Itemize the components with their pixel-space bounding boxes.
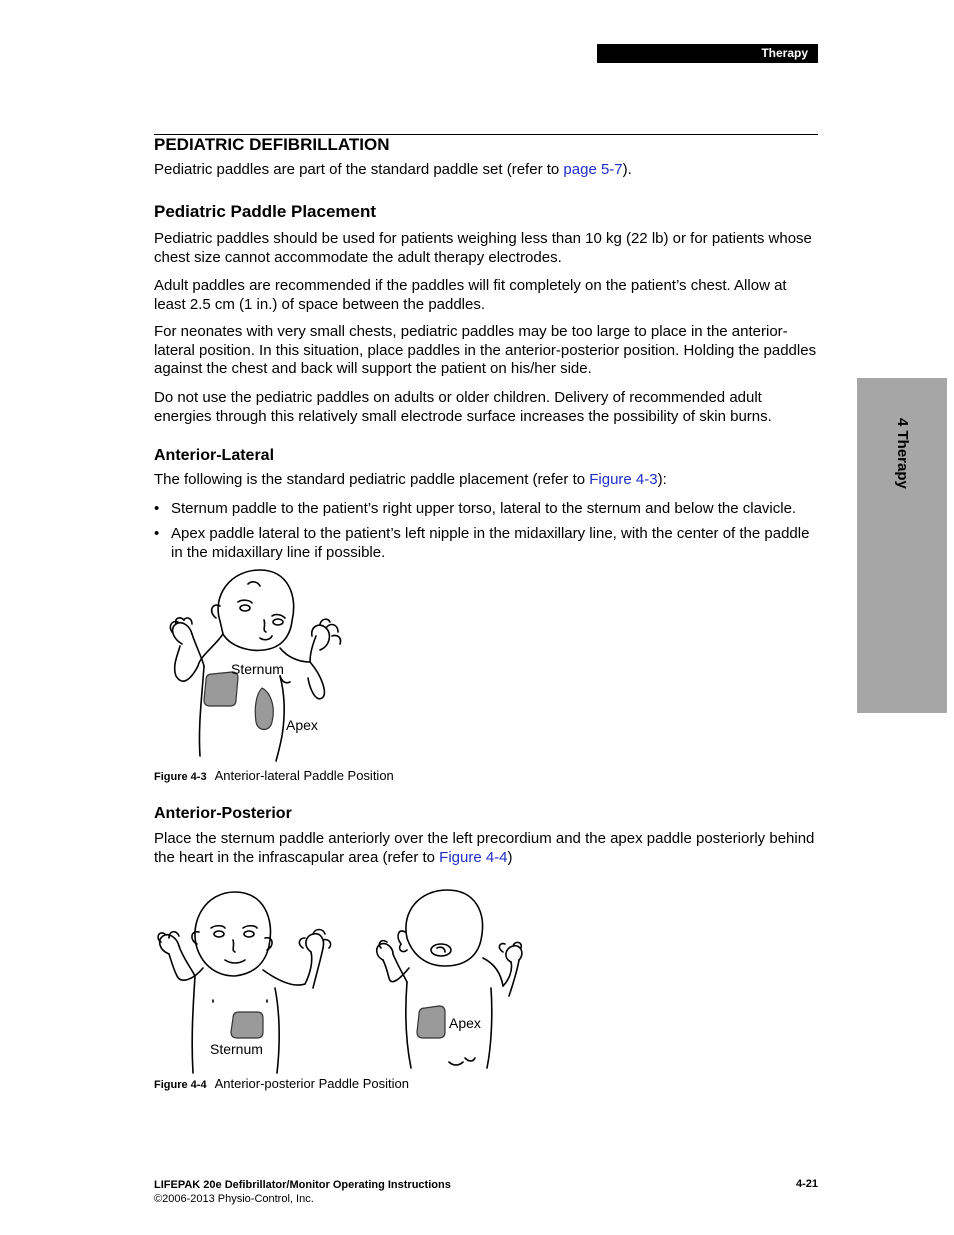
figure-4-3-caption xyxy=(154,768,394,783)
anterior-posterior-intro xyxy=(154,830,820,867)
section-intro-text-after: ). xyxy=(622,161,632,178)
figure-4-3-sternum-label: Sternum xyxy=(231,661,284,677)
sternum-paddle xyxy=(204,672,238,706)
anterior-lateral-intro xyxy=(154,471,820,490)
figure-4-3-caption-number: Figure 4-3 xyxy=(154,771,207,783)
page-number: 4-21 xyxy=(795,1178,818,1190)
anterior-posterior-intro-before: Place the sternum paddle anteriorly over the left precordium and the apex paddle posteriorly behind the heart in the infrascapular area (refer to xyxy=(154,830,815,866)
sternum-paddle xyxy=(231,1012,263,1038)
footer-copyright: ©2006-2013 Physio-Control, Inc. xyxy=(154,1193,314,1205)
bullet-text: Sternum paddle to the patient’s right upper torso, lateral to the sternum and below the clavicle. xyxy=(171,500,797,517)
figure-4-3-apex-label: Apex xyxy=(286,717,318,733)
page-5-7-link[interactable]: page 5-7 xyxy=(563,161,623,178)
bullet-icon: • xyxy=(154,525,160,542)
figure-4-4-apex-label: Apex xyxy=(449,1015,481,1031)
placement-paragraph-3: For neonates with very small chests, pediatric paddles may be too large to place in the anterior-lateral position. In this situation, place paddles in the anterior-posterior position. Holding the paddles against the chest and back will support the patient on his/her side. xyxy=(154,323,817,377)
placement-paragraph-1: Pediatric paddles should be used for patients weighing less than 10 kg (22 lb) or for patients whose chest size cannot accommodate the adult therapy electrodes. xyxy=(154,230,812,266)
anterior-lateral-intro-before: The following is the standard pediatric paddle placement (refer to xyxy=(154,471,590,488)
chapter-side-tab-label: 4 Therapy xyxy=(894,418,911,489)
header-section-label: Therapy xyxy=(761,46,808,60)
figure-4-4-sternum-label: Sternum xyxy=(210,1041,263,1057)
anterior-posterior-intro-after: ) xyxy=(507,848,513,866)
figure-4-4-caption-text: Anterior-posterior Paddle Position xyxy=(214,1076,409,1091)
baby-back-illustration xyxy=(375,888,525,1073)
figure-4-4-caption xyxy=(154,1076,409,1091)
placement-paragraph-2: Adult paddles are recommended if the paddles will fit completely on the patient’s chest. Allow at least 2.5 cm (1 in.) of space between the paddles. xyxy=(154,277,787,313)
anterior-lateral-title: Anterior-Lateral xyxy=(154,447,275,464)
figure-4-3-link[interactable]: Figure 4-3 xyxy=(589,471,658,488)
apex-paddle xyxy=(255,688,273,730)
anterior-lateral-intro-after: ): xyxy=(657,471,667,488)
figure-4-4-caption-number: Figure 4-4 xyxy=(154,1079,207,1091)
apex-paddle xyxy=(417,1006,445,1038)
placement-title: Pediatric Paddle Placement xyxy=(154,202,377,221)
bullet-icon: • xyxy=(154,500,160,517)
header-section-tab xyxy=(597,44,818,63)
chapter-side-tab[interactable] xyxy=(857,378,947,713)
section-intro-text-before: Pediatric paddles are part of the standard paddle set (refer to xyxy=(154,161,564,178)
placement-paragraph-4: Do not use the pediatric paddles on adults or older children. Delivery of recommended adult energies through this relatively small electrode surface increases the possibility of skin burns. xyxy=(154,389,772,425)
section-title: PEDIATRIC DEFIBRILLATION xyxy=(154,135,390,154)
figure-4-3-caption-text: Anterior-lateral Paddle Position xyxy=(214,768,394,783)
anterior-posterior-title: Anterior-Posterior xyxy=(154,805,292,822)
figure-4-4-link[interactable]: Figure 4-4 xyxy=(439,848,508,866)
footer-title: LIFEPAK 20e Defibrillator/Monitor Operating Instructions xyxy=(154,1179,451,1191)
section-intro xyxy=(154,161,820,180)
footer xyxy=(154,1178,451,1206)
bullet-text: Apex paddle lateral to the patient’s left nipple in the midaxillary line, with the center of the paddle in the midaxillary line if possible. xyxy=(171,525,810,561)
